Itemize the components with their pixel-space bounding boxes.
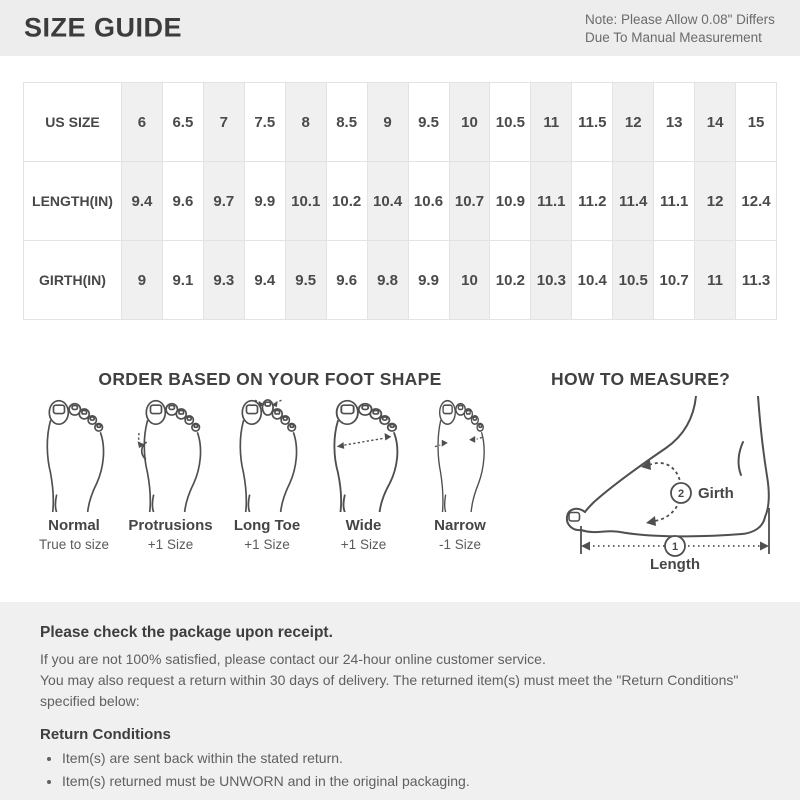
notice-line: specified below: bbox=[40, 693, 140, 709]
foot-shape-normal bbox=[28, 398, 120, 552]
table-row-girth bbox=[24, 241, 777, 320]
return-condition-item: • Item(s) are sent back within the stated return. bbox=[62, 747, 760, 770]
size-cell: 7.5 bbox=[244, 83, 285, 162]
foot-shape-name: Long Toe bbox=[233, 517, 301, 534]
foot-shape-name: Wide bbox=[345, 517, 382, 534]
how-to-measure-title: HOW TO MEASURE? bbox=[551, 369, 731, 389]
measurement-note bbox=[585, 11, 775, 47]
length-cell: 12.4 bbox=[736, 162, 777, 241]
row-label: LENGTH(IN) bbox=[24, 162, 122, 241]
girth-cell: 10.3 bbox=[531, 241, 572, 320]
row-label: GIRTH(IN) bbox=[24, 241, 122, 320]
girth-label: Girth bbox=[698, 485, 734, 502]
size-cell: 6 bbox=[122, 83, 163, 162]
measurement-note-line2: Due To Manual Measurement bbox=[585, 30, 762, 45]
length-cell: 9.7 bbox=[203, 162, 244, 241]
notice-heading: Please check the package upon receipt. bbox=[40, 624, 333, 641]
foot-shape-name: Normal bbox=[48, 517, 100, 534]
size-cell: 12 bbox=[613, 83, 654, 162]
foot-shape-advice: +1 Size bbox=[340, 537, 387, 552]
size-cell: 9 bbox=[367, 83, 408, 162]
foot-shape-section-title: ORDER BASED ON YOUR FOOT SHAPE bbox=[98, 369, 442, 389]
girth-step-number: 2 bbox=[677, 488, 685, 500]
girth-cell: 10.5 bbox=[613, 241, 654, 320]
girth-cell: 11 bbox=[695, 241, 736, 320]
girth-cell: 9.6 bbox=[326, 241, 367, 320]
foot-normal-icon bbox=[33, 398, 115, 512]
length-cell: 10.6 bbox=[408, 162, 449, 241]
foot-shape-row bbox=[28, 398, 506, 552]
size-cell: 9.5 bbox=[408, 83, 449, 162]
size-cell: 11.5 bbox=[572, 83, 613, 162]
foot-shape-advice: True to size bbox=[38, 537, 110, 552]
size-cell: 11 bbox=[531, 83, 572, 162]
girth-cell: 11.3 bbox=[736, 241, 777, 320]
size-cell: 14 bbox=[695, 83, 736, 162]
girth-cell: 9.3 bbox=[203, 241, 244, 320]
notice-line: You may also request a return within 30 days of delivery. The returned item(s) must meet the "Return Conditions" bbox=[40, 672, 739, 688]
foot-shape-protrusions bbox=[125, 398, 217, 552]
length-cell: 11.2 bbox=[572, 162, 613, 241]
length-cell: 10.2 bbox=[326, 162, 367, 241]
girth-cell: 10.2 bbox=[490, 241, 531, 320]
length-cell: 9.4 bbox=[122, 162, 163, 241]
page-title: SIZE GUIDE bbox=[24, 12, 183, 43]
length-cell: 9.6 bbox=[162, 162, 203, 241]
girth-cell: 9.8 bbox=[367, 241, 408, 320]
row-label: US SIZE bbox=[24, 83, 122, 162]
foot-shape-long-toe bbox=[221, 398, 313, 552]
table-row-length bbox=[24, 162, 777, 241]
header bbox=[0, 0, 800, 56]
girth-cell: 9.9 bbox=[408, 241, 449, 320]
return-conditions-list bbox=[40, 747, 760, 793]
length-cell: 9.9 bbox=[244, 162, 285, 241]
girth-cell: 9.4 bbox=[244, 241, 285, 320]
length-step-number: 1 bbox=[671, 541, 679, 553]
return-condition-item: • Item(s) returned must be UNWORN and in the original packaging. bbox=[62, 770, 760, 793]
foot-shape-name: Protrusions bbox=[128, 517, 213, 534]
foot-narrow-icon bbox=[419, 398, 501, 512]
length-label: Length bbox=[650, 556, 700, 572]
foot-shape-narrow bbox=[414, 398, 506, 552]
girth-cell: 10 bbox=[449, 241, 490, 320]
size-cell: 8 bbox=[285, 83, 326, 162]
length-cell: 10.4 bbox=[367, 162, 408, 241]
size-cell: 15 bbox=[736, 83, 777, 162]
size-cell: 6.5 bbox=[162, 83, 203, 162]
notice-line: If you are not 100% satisfied, please contact our 24-hour online customer service. bbox=[40, 651, 546, 667]
size-cell: 13 bbox=[654, 83, 695, 162]
return-notice-section bbox=[0, 602, 800, 800]
size-cell: 10.5 bbox=[490, 83, 531, 162]
girth-cell: 10.7 bbox=[654, 241, 695, 320]
length-cell: 10.9 bbox=[490, 162, 531, 241]
length-cell: 11.1 bbox=[654, 162, 695, 241]
length-cell: 10.7 bbox=[449, 162, 490, 241]
length-cell: 11.4 bbox=[613, 162, 654, 241]
foot-shape-name: Narrow bbox=[434, 517, 486, 534]
foot-protrusions-icon bbox=[130, 398, 212, 512]
foot-shape-wide bbox=[318, 398, 410, 552]
foot-long-toe-icon bbox=[226, 398, 308, 512]
return-conditions-heading: Return Conditions bbox=[40, 726, 171, 743]
girth-cell: 9 bbox=[122, 241, 163, 320]
length-cell: 11.1 bbox=[531, 162, 572, 241]
girth-cell: 10.4 bbox=[572, 241, 613, 320]
size-table bbox=[23, 82, 777, 320]
table-row-us-size bbox=[24, 83, 777, 162]
foot-shape-advice: -1 Size bbox=[438, 537, 482, 552]
length-cell: 10.1 bbox=[285, 162, 326, 241]
measurement-note-line1: Note: Please Allow 0.08" Differs bbox=[585, 12, 775, 27]
length-cell: 12 bbox=[695, 162, 736, 241]
size-cell: 8.5 bbox=[326, 83, 367, 162]
size-cell: 10 bbox=[449, 83, 490, 162]
girth-cell: 9.1 bbox=[162, 241, 203, 320]
foot-wide-icon bbox=[323, 398, 405, 512]
girth-cell: 9.5 bbox=[285, 241, 326, 320]
foot-shape-advice: +1 Size bbox=[147, 537, 194, 552]
size-cell: 7 bbox=[203, 83, 244, 162]
measure-diagram bbox=[548, 396, 793, 572]
foot-shape-advice: +1 Size bbox=[244, 537, 290, 552]
